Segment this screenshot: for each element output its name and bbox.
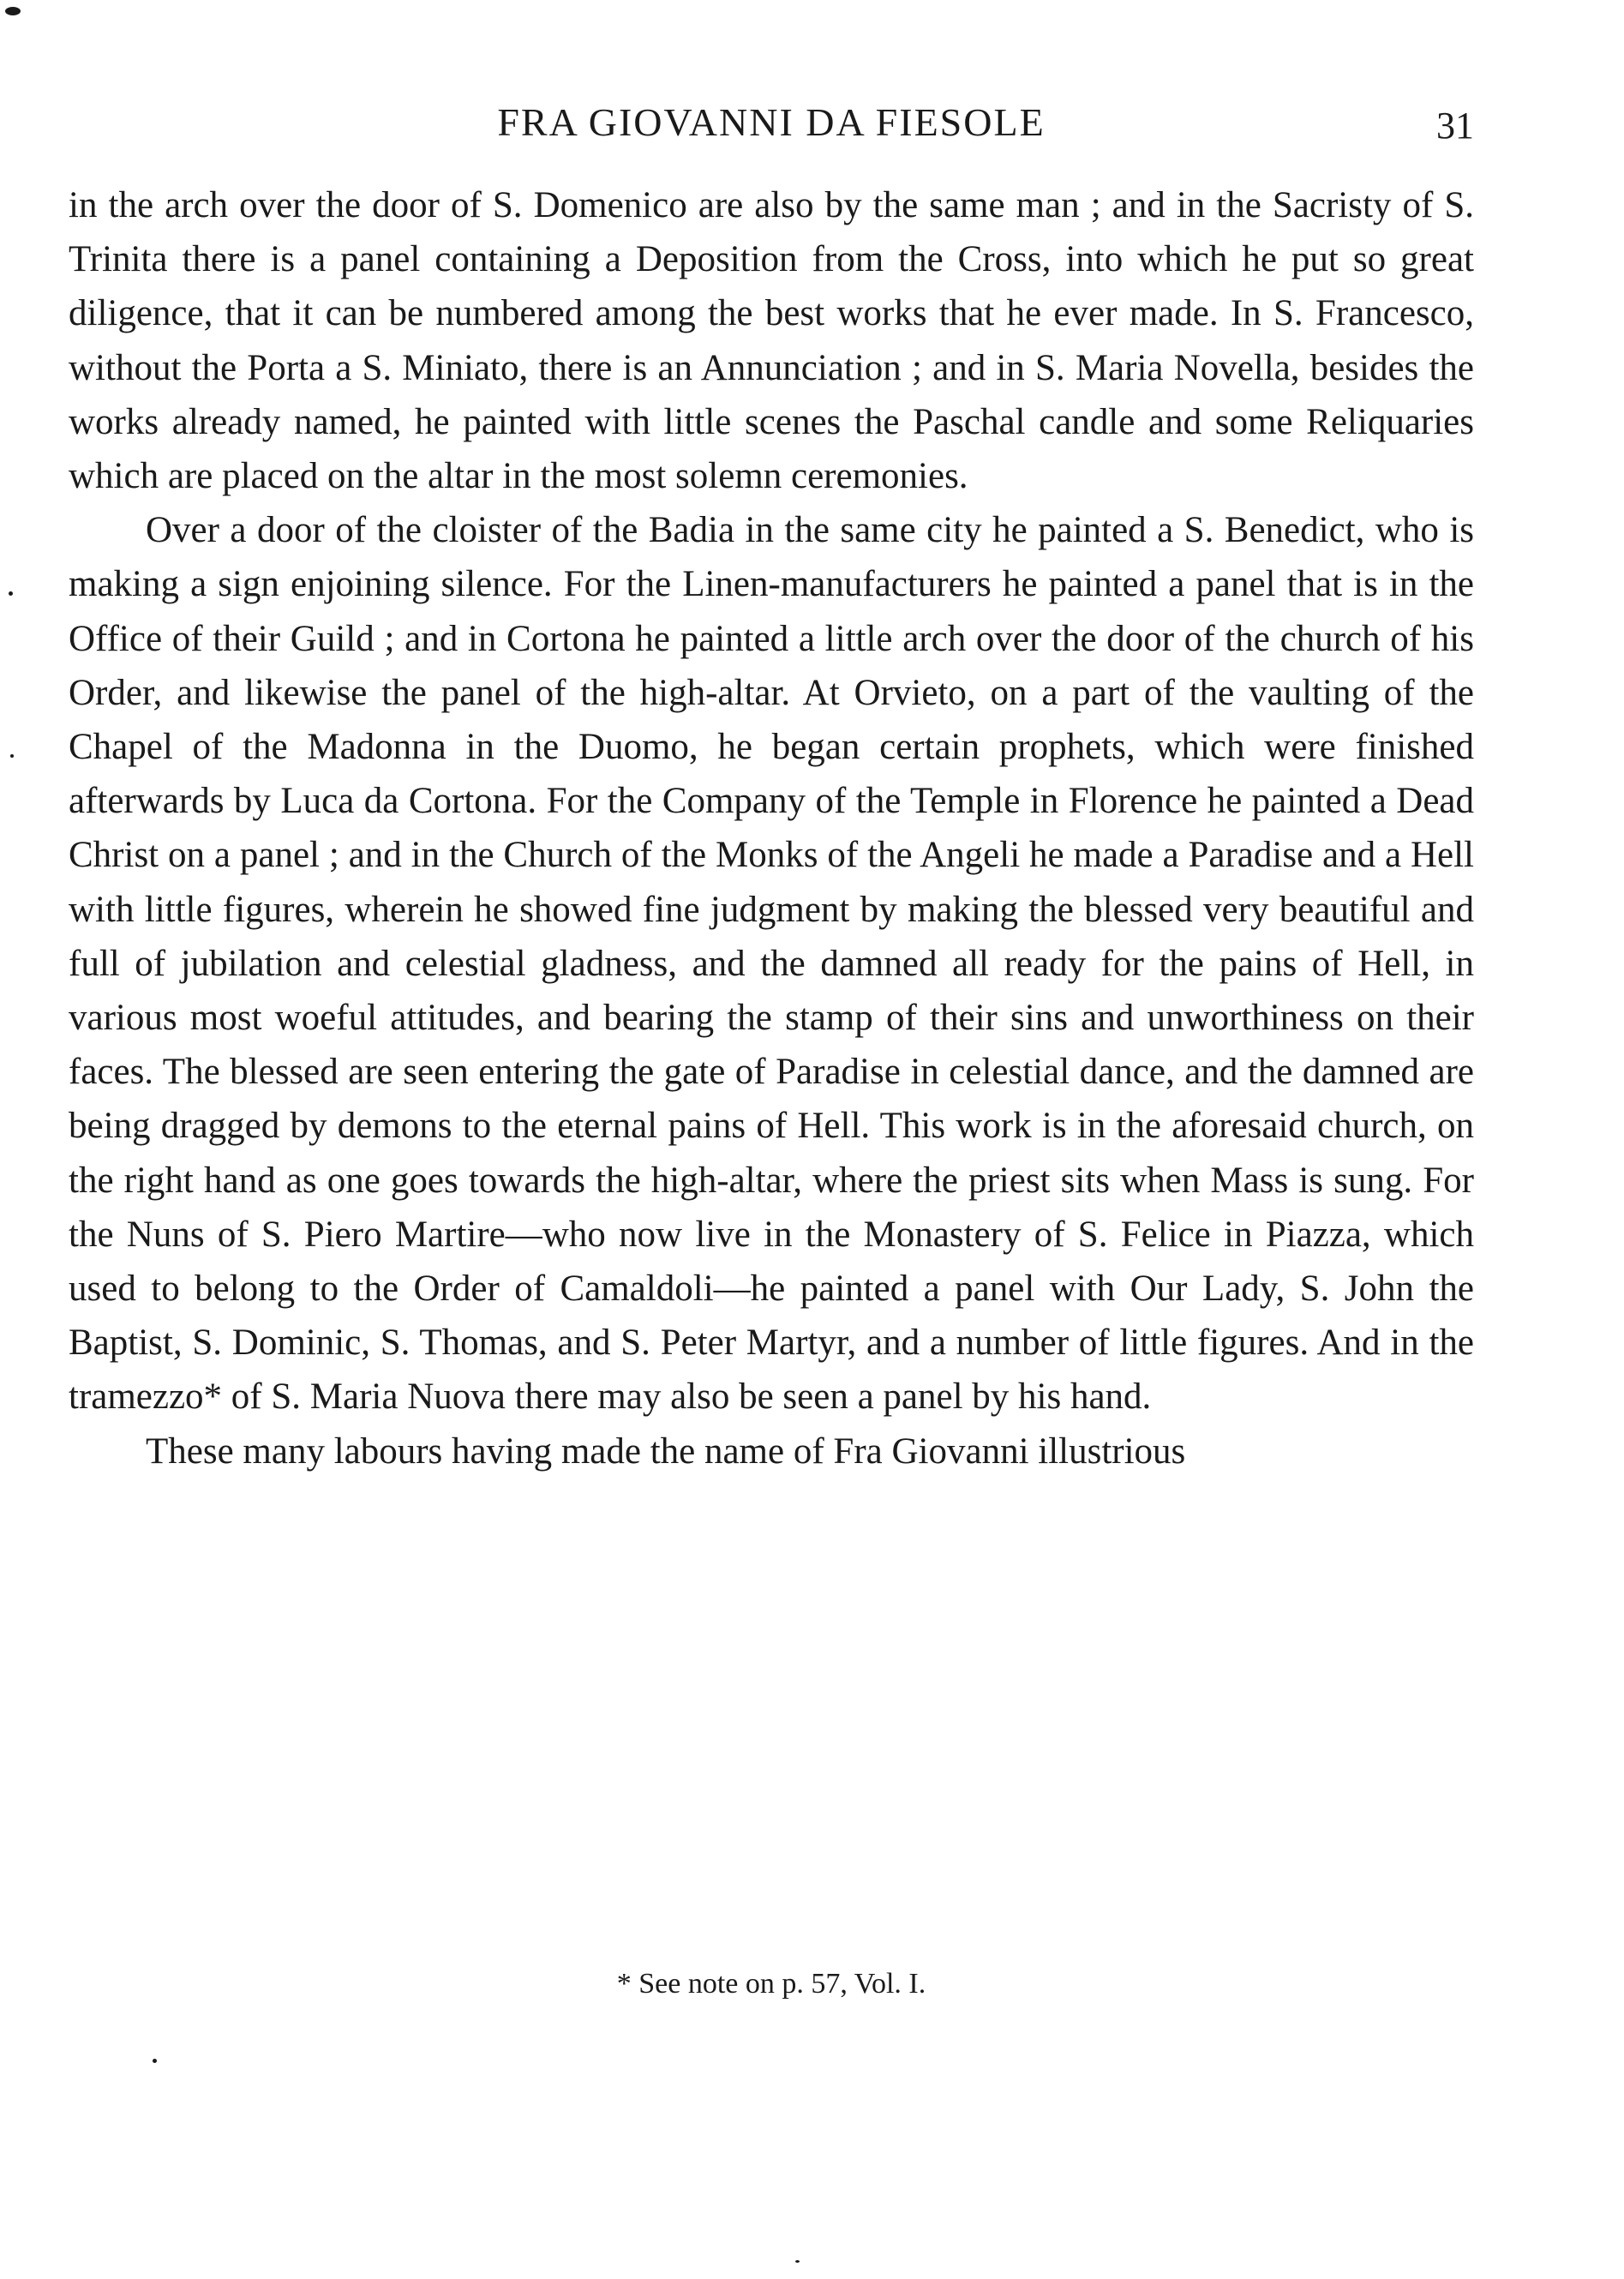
scan-speck-margin bbox=[10, 754, 14, 758]
footnote: * See note on p. 57, Vol. I. bbox=[616, 1968, 926, 2000]
scan-speck-lower bbox=[153, 2059, 157, 2063]
body-text bbox=[69, 178, 1474, 1478]
running-title: FRA GIOVANNI DA FIESOLE bbox=[497, 100, 1046, 144]
paragraph: Over a door of the cloister of the Badia in the same city he painted a S. Benedict, who is making a sign enjoining silence. For the Linen-manufacturers he painted a panel that is in the Office of their Guild ; and in Cortona he painted a little arch over the door of the church of his Order, and likewise the panel of the high-altar. At Orvieto, on a part of the vaulting of the Chapel of the Madonna in the Duomo, he began certain prophets, which were finished afterwards by Luca da Cortona. For the Company of the Temple in Florence he painted a Dead Christ on a panel ; and in the Church of the Monks of the Angeli he made a Paradise and a Hell with little figures, wherein he showed fine judgment by making the blessed very beautiful and full of jubilation and celestial gladness, and the damned all ready for the pains of Hell, in various most woeful attitudes, and bearing the stamp of their sins and unworthiness on their faces. The blessed are seen entering the gate of Paradise in celestial dance, and the damned are being dragged by demons to the eternal pains of Hell. This work is in the aforesaid church, on the right hand as one goes towards the high-altar, where the priest sits when Mass is sung. For the Nuns of S. Piero Martire—who now live in the Monastery of S. Felice in Piazza, which used to belong to the Order of Camaldoli—he painted a panel with Our Lady, S. John the Baptist, S. Dominic, S. Thomas, and S. Peter Martyr, and a number of little figures. And in the tramezzo* of S. Maria Nuova there may also be seen a panel by his hand. bbox=[69, 510, 1474, 1418]
paragraph: in the arch over the door of S. Domenico are also by the same man ; and in the Sacristy of S. Trinita there is a panel containing a Deposition from the Cross, into which he put so great diligence, that it can be numbered among the best works that he ever made. In S. Francesco, without the Porta a S. Miniato, there is an Annunciation ; and in S. Maria Novella, besides the works already named, he painted with little scenes the Paschal candle and some Reliquaries which are placed on the altar in the most solemn ceremonies. bbox=[69, 185, 1474, 497]
paragraph: These many labours having made the name of Fra Giovanni illustrious bbox=[146, 1430, 1186, 1472]
scan-speck-bottom bbox=[795, 2260, 800, 2263]
scan-speck-top-left bbox=[5, 7, 21, 15]
page-number: 31 bbox=[1436, 105, 1474, 147]
scan-speck-margin bbox=[9, 591, 13, 596]
running-head bbox=[69, 93, 1474, 153]
